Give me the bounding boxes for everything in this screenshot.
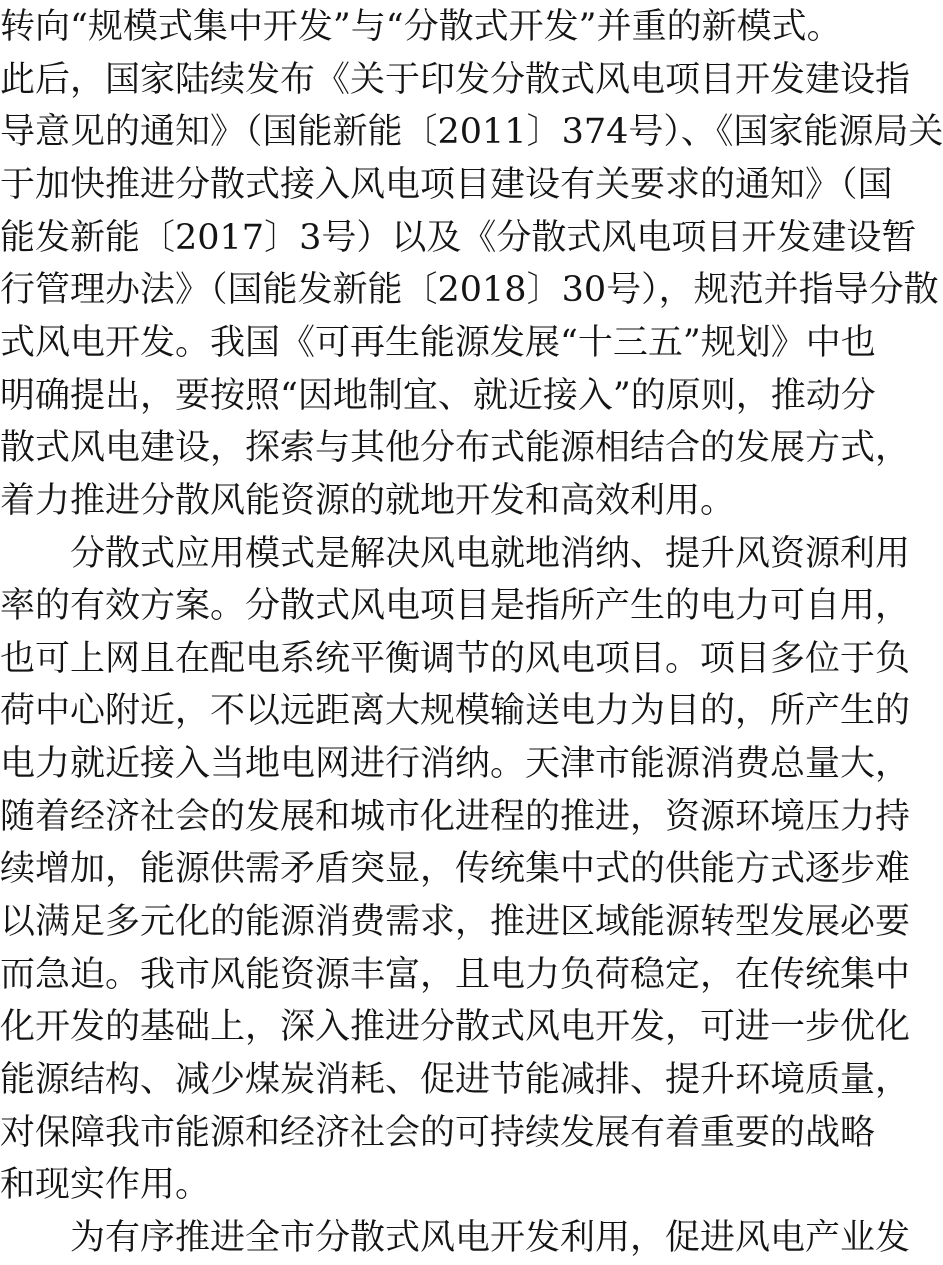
text-line: 分散式应用模式是解决风电就地消纳、提升风资源利用 xyxy=(70,534,911,574)
text-line: 电力就近接入当地电网进行消纳。天津市能源消费总量大， xyxy=(0,744,911,784)
text-line: 明确提出，要按照“因地制宜、就近接入”的原则，推动分 xyxy=(0,376,876,416)
text-line: 散式风电建设，探索与其他分布式能源相结合的发展方式， xyxy=(0,428,911,468)
text-line: 导意见的通知》（国能新能〔2011〕374号）、《国家能源局关 xyxy=(0,112,943,152)
text-line: 能源结构、减少煤炭消耗、促进节能减排、提升环境质量， xyxy=(0,1060,911,1100)
text-line: 对保障我市能源和经济社会的可持续发展有着重要的战略 xyxy=(0,1113,876,1153)
text-line: 和现实作用。 xyxy=(0,1165,211,1205)
text-line: 着力推进分散风能资源的就地开发和高效利用。 xyxy=(0,481,736,521)
text-line: 为有序推进全市分散式风电开发利用，促进风电产业发 xyxy=(70,1218,911,1258)
text-line: 行管理办法》（国能发新能〔2018〕30号），规范并指导分散 xyxy=(0,270,939,310)
text-line: 率的有效方案。分散式风电项目是指所产生的电力可自用， xyxy=(0,586,911,626)
text-line: 转向“规模式集中开发”与“分散式开发”并重的新模式。 xyxy=(0,7,842,47)
text-line: 也可上网且在配电系统平衡调节的风电项目。项目多位于负 xyxy=(0,639,911,679)
text-line: 能发新能〔2017〕3号）以及《分散式风电项目开发建设暂 xyxy=(0,218,917,258)
text-line: 于加快推进分散式接入风电项目建设有关要求的通知》（国 xyxy=(0,165,893,205)
text-line: 续增加，能源供需矛盾突显，传统集中式的供能方式逐步难 xyxy=(0,849,911,889)
text-line: 式风电开发。我国《可再生能源发展“十三五”规划》中也 xyxy=(0,323,876,363)
text-line: 此后，国家陆续发布《关于印发分散式风电项目开发建设指 xyxy=(0,60,911,100)
text-line: 而急迫。我市风能资源丰富，且电力负荷稳定，在传统集中 xyxy=(0,955,911,995)
text-line: 荷中心附近，不以远距离大规模输送电力为目的，所产生的 xyxy=(0,691,911,731)
text-line: 化开发的基础上，深入推进分散式风电开发，可进一步优化 xyxy=(0,1007,911,1047)
text-line: 随着经济社会的发展和城市化进程的推进，资源环境压力持 xyxy=(0,797,911,837)
text-line: 以满足多元化的能源消费需求，推进区域能源转型发展必要 xyxy=(0,902,911,942)
